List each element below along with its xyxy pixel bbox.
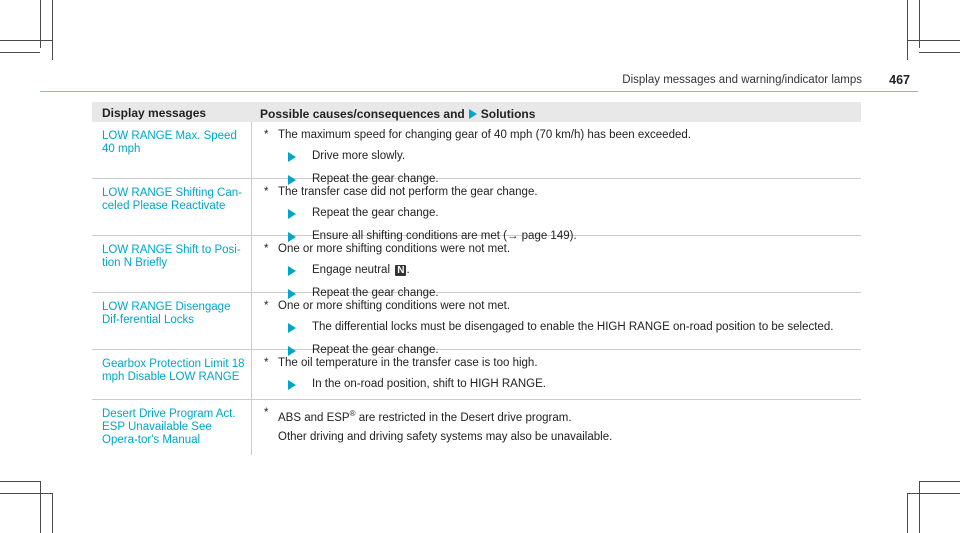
solution-arrow-icon — [288, 209, 296, 219]
solution-text: Repeat the gear change. — [312, 287, 439, 299]
bullet-star-icon: * — [264, 186, 269, 198]
cause-item — [264, 186, 853, 199]
messages-table — [92, 102, 861, 455]
display-message: LOW RANGE Shift to Posi-tion N Briefly — [92, 236, 252, 292]
causes-cell — [252, 293, 861, 356]
crop-mark — [907, 0, 908, 60]
table-row — [92, 293, 861, 356]
cause-item — [264, 407, 853, 425]
solution-text: The differential locks must be disengaged to enable the HIGH RANGE on-road position to be selected. — [312, 321, 834, 333]
solution-item — [288, 321, 853, 334]
solution-text: Repeat the gear change. — [312, 207, 439, 219]
causes-cell — [252, 350, 861, 399]
column-header-solutions-label: Solutions — [480, 107, 536, 121]
cause-text: ABS and ESP® are restricted in the Desert drive program. — [278, 409, 572, 424]
display-message: LOW RANGE Disengage Dif-ferential Locks — [92, 293, 252, 349]
cause-text: One or more shifting conditions were not met. — [278, 300, 511, 312]
solution-arrow-icon — [288, 323, 296, 333]
solution-arrow-icon — [469, 109, 477, 119]
table-header — [92, 102, 861, 122]
crop-mark — [919, 481, 920, 533]
bullet-star-icon: * — [264, 357, 269, 369]
bullet-star-icon: * — [264, 300, 269, 312]
bullet-star-icon: * — [264, 407, 269, 419]
crop-mark — [919, 481, 960, 482]
cause-item — [264, 300, 853, 313]
crop-mark — [0, 52, 40, 53]
crop-mark — [919, 52, 960, 53]
page-number: 467 — [889, 73, 910, 87]
solution-arrow-icon — [288, 152, 296, 162]
cause-text: The maximum speed for changing gear of 40 mph (70 km/h) has been exceeded. — [278, 129, 691, 141]
solution-text: Repeat the gear change. — [312, 344, 439, 356]
crop-mark — [907, 493, 908, 533]
table-row — [92, 236, 861, 299]
table-row — [92, 179, 861, 242]
solution-text: In the on-road position, shift to HIGH RANGE. — [312, 378, 546, 390]
solution-text: Engage neutral N . — [312, 264, 410, 276]
column-header-causes — [252, 102, 861, 122]
display-message: Gearbox Protection Limit 18 mph Disable LOW RANGE — [92, 350, 252, 399]
column-header-causes-label: Possible causes/consequences and — [260, 107, 465, 121]
solution-arrow-icon — [288, 266, 296, 276]
cause-text: The transfer case did not perform the gear change. — [278, 186, 538, 198]
display-message: Desert Drive Program Act. ESP Unavailable See Opera-tor's Manual — [92, 400, 252, 455]
crop-mark — [907, 40, 960, 41]
cause-text: The oil temperature in the transfer case is too high. — [278, 357, 538, 369]
crop-mark — [0, 481, 40, 482]
table-row — [92, 350, 861, 400]
display-message: LOW RANGE Shifting Can-celed Please Reactivate — [92, 179, 252, 235]
crop-mark — [40, 481, 41, 533]
note-text: Other driving and driving safety systems may also be unavailable. — [278, 430, 613, 443]
page-header — [40, 70, 918, 92]
page-reference-link[interactable]: Ensure all shifting conditions are met (→ page 149). — [312, 230, 577, 242]
causes-cell — [252, 236, 861, 299]
solution-arrow-icon — [288, 380, 296, 390]
cause-text: One or more shifting conditions were not met. — [278, 243, 511, 255]
cause-item — [264, 129, 853, 142]
causes-cell — [252, 122, 861, 185]
column-header-messages: Display messages — [102, 106, 207, 120]
display-message: LOW RANGE Max. Speed 40 mph — [92, 122, 252, 178]
solution-item — [288, 207, 853, 220]
bullet-star-icon: * — [264, 129, 269, 141]
bullet-star-icon: * — [264, 243, 269, 255]
cause-item — [264, 357, 853, 370]
causes-cell — [252, 179, 861, 242]
crop-mark — [52, 0, 53, 60]
solution-text: Repeat the gear change. — [312, 173, 439, 185]
crop-mark — [0, 493, 52, 494]
solution-item — [288, 378, 853, 391]
solution-text: Drive more slowly. — [312, 150, 406, 162]
crop-mark — [52, 493, 53, 533]
solution-item — [288, 264, 853, 277]
neutral-key-icon: N — [397, 265, 405, 276]
causes-cell — [252, 400, 861, 455]
table-row — [92, 122, 861, 185]
crop-mark — [0, 40, 52, 41]
cause-item — [264, 243, 853, 256]
header-title: Display messages and warning/indicator lamps — [622, 74, 862, 86]
table-row — [92, 400, 861, 455]
crop-mark — [907, 493, 960, 494]
solution-item — [288, 150, 853, 163]
